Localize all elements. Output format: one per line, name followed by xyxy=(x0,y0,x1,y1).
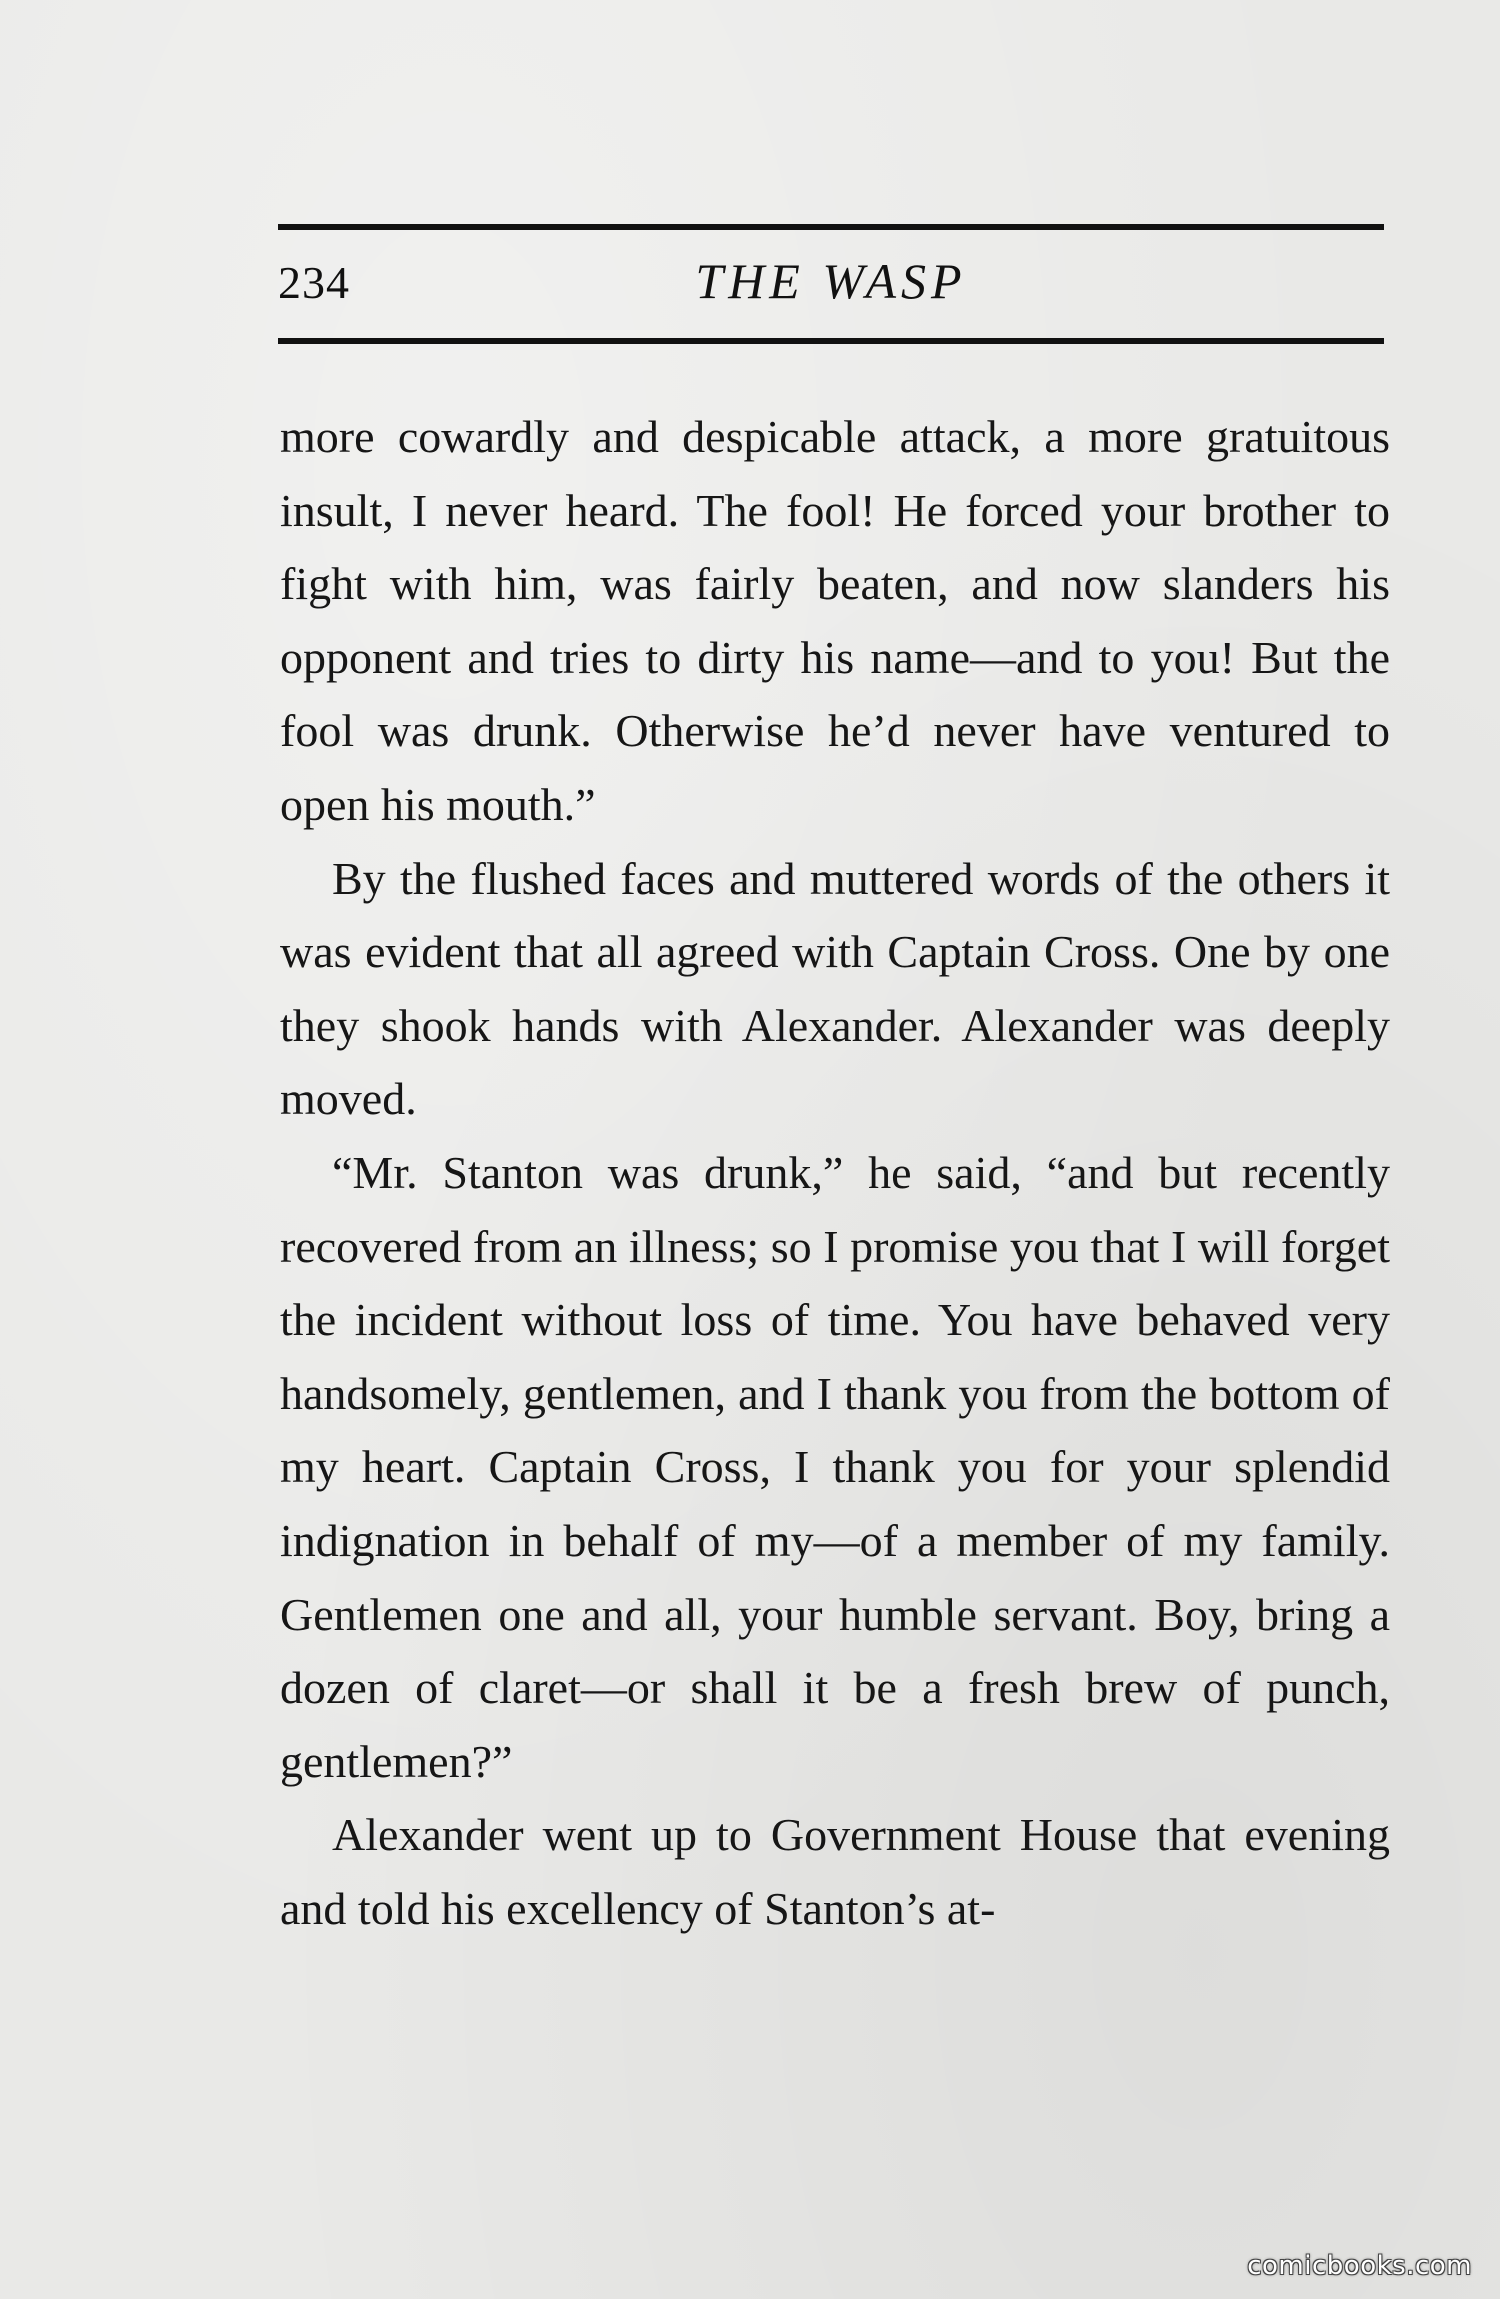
running-head xyxy=(278,250,1384,320)
header-top-rule xyxy=(278,224,1384,230)
page-number: 234 xyxy=(278,257,350,308)
paragraph: more cowardly and despicable attack, a more gratuitous insult, I never heard. The fool! He forced your brother to fight with him, was fairly beaten, and now slanders his opponent and tries to dirty his name—and to you! But the fool was drunk. Otherwise he’d never have ventured to open his mouth.” xyxy=(280,411,1390,830)
site-watermark: comicbooks.com xyxy=(1247,2251,1472,2281)
paragraph: By the flushed faces and muttered words of the others it was evident that all agreed with Captain Cross. One by one they shook hands with Alexander. Alexander was deeply moved. xyxy=(280,852,1390,1125)
running-title: THE WASP xyxy=(695,253,967,309)
header-bottom-rule xyxy=(278,338,1384,344)
paragraph: “Mr. Stanton was drunk,” he said, “and but recently recovered from an illness; so I promise you that I will forget the incident without loss of time. You have behaved very handsomely, gentlemen, and I thank you from the bottom of my heart. Captain Cross, I thank you for your splendid indignation in behalf of my—of a member of my family. Gentlemen one and all, your humble servant. Boy, bring a dozen of claret—or shall it be a fresh brew of punch, gentlemen?” xyxy=(280,1146,1390,1787)
paragraph: Alexander went up to Government House that evening and told his excellency of Stanton’s at- xyxy=(280,1809,1390,1934)
body-text xyxy=(280,400,1390,1945)
